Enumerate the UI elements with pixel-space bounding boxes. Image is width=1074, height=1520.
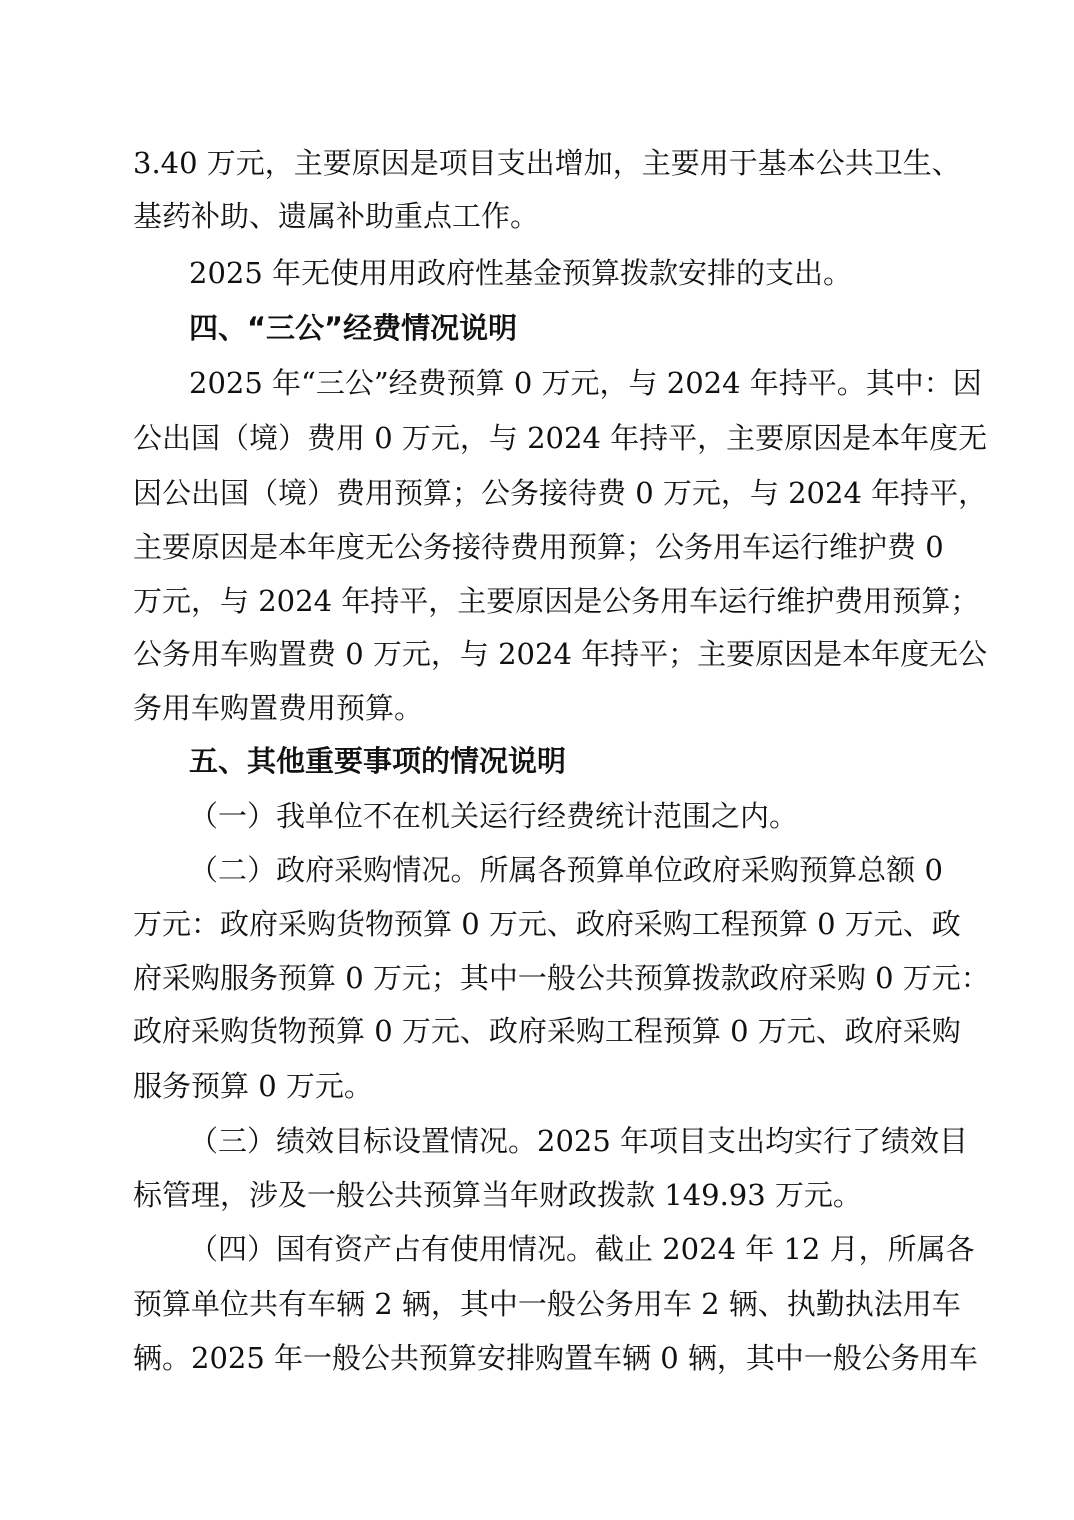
body-text-line: 主要原因是本年度无公务接待费用预算；公务用车运行维护费 0 xyxy=(133,530,944,564)
body-text-line: 预算单位共有车辆 2 辆，其中一般公务用车 2 辆、执勤执法用车 xyxy=(133,1287,961,1321)
body-text-line: （三）绩效目标设置情况。2025 年项目支出均实行了绩效目 xyxy=(189,1124,969,1158)
body-text-line: 万元：政府采购货物预算 0 万元、政府采购工程预算 0 万元、政 xyxy=(133,907,961,941)
body-text-line: 万元，与 2024 年持平，主要原因是公务用车运行维护费用预算； xyxy=(133,584,980,618)
body-text-line: 辆。2025 年一般公共预算安排购置车辆 0 辆，其中一般公务用车 xyxy=(133,1341,978,1375)
body-text-line: 3.40 万元，主要原因是项目支出增加，主要用于基本公共卫生、 xyxy=(133,146,961,180)
body-text-line: 因公出国（境）费用预算；公务接待费 0 万元，与 2024 年持平， xyxy=(133,476,988,510)
body-text-line: 2025 年无使用用政府性基金预算拨款安排的支出。 xyxy=(189,256,853,290)
body-text-line: 公出国（境）费用 0 万元，与 2024 年持平，主要原因是本年度无 xyxy=(133,421,988,455)
body-text-line: 政府采购货物预算 0 万元、政府采购工程预算 0 万元、政府采购 xyxy=(133,1014,961,1048)
body-text-line: 务用车购置费用预算。 xyxy=(133,691,424,725)
body-text-line: （四）国有资产占有使用情况。截止 2024 年 12 月，所属各 xyxy=(189,1232,975,1266)
body-text-line: 标管理，涉及一般公共预算当年财政拨款 149.93 万元。 xyxy=(133,1178,862,1212)
body-text-line: 基药补助、遗属补助重点工作。 xyxy=(133,199,540,233)
section-heading: 四、“三公”经费情况说明 xyxy=(189,311,518,345)
body-text-line: （二）政府采购情况。所属各预算单位政府采购预算总额 0 xyxy=(189,853,943,887)
body-text-line: 府采购服务预算 0 万元；其中一般公共预算拨款政府采购 0 万元： xyxy=(133,961,990,995)
body-text-line: 服务预算 0 万元。 xyxy=(133,1069,373,1103)
body-text-line: （一）我单位不在机关运行经费统计范围之内。 xyxy=(189,799,799,833)
section-heading: 五、其他重要事项的情况说明 xyxy=(189,744,567,778)
body-text-line: 公务用车购置费 0 万元，与 2024 年持平；主要原因是本年度无公 xyxy=(133,637,988,671)
body-text-line: 2025 年“三公”经费预算 0 万元，与 2024 年持平。其中：因 xyxy=(189,366,982,400)
